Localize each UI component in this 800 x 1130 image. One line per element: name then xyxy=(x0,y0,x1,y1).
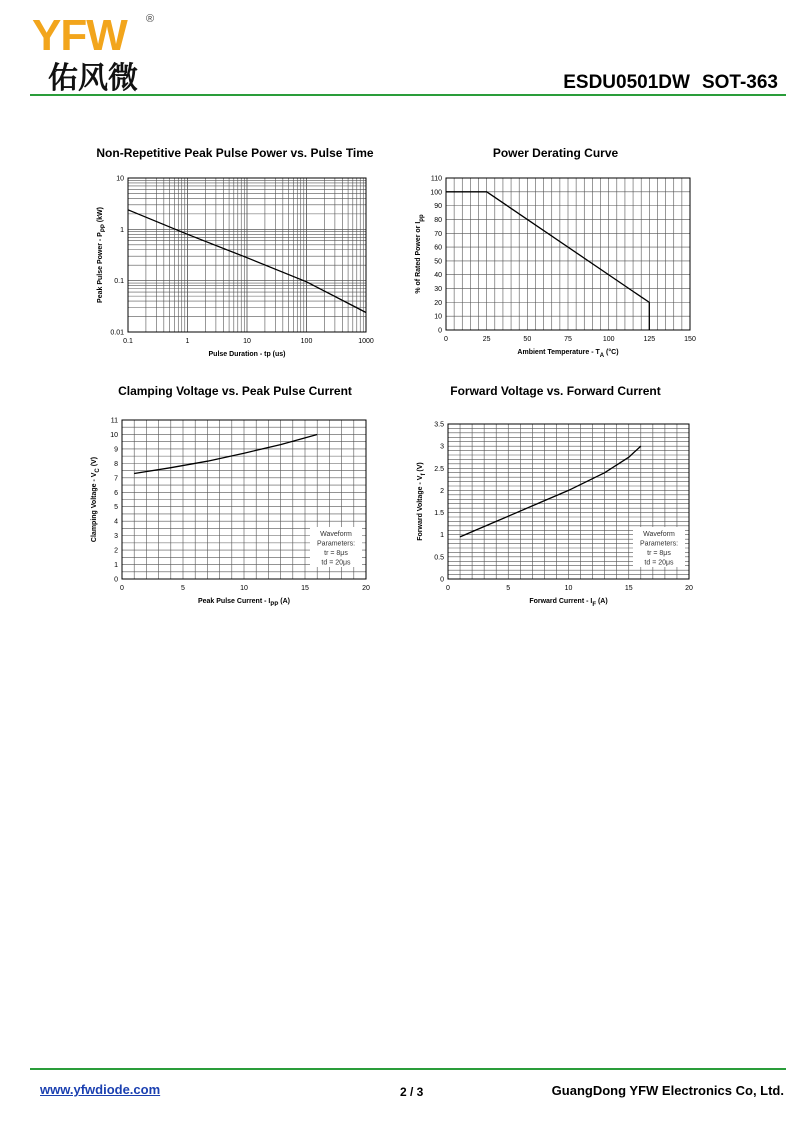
chart-svg xyxy=(408,146,703,376)
x-tick-label: 10 xyxy=(564,585,573,592)
chart-power-derating xyxy=(408,146,703,376)
y-tick-label: 0.1 xyxy=(114,278,124,286)
y-tick-label: 8 xyxy=(114,460,118,468)
y-tick-label: 100 xyxy=(430,189,442,197)
chart-title: Forward Voltage vs. Forward Current xyxy=(450,384,661,398)
chart-clamping-voltage xyxy=(80,384,390,614)
y-tick-label: 0 xyxy=(440,576,444,584)
y-tick-label: 3.5 xyxy=(434,421,444,429)
annotation-text: Parameters: xyxy=(316,540,356,548)
gridlines xyxy=(446,178,690,330)
y-tick-label: 10 xyxy=(110,431,118,439)
y-tick-label: 1.5 xyxy=(434,510,444,518)
y-tick-label: 0.5 xyxy=(434,554,444,562)
x-axis-label: Forward Current - $I_F$ (A) xyxy=(529,598,608,608)
x-tick-label: 100 xyxy=(300,338,313,345)
y-tick-label: 30 xyxy=(434,286,442,294)
y-tick-label: 110 xyxy=(430,175,442,183)
y-tick-label: 60 xyxy=(434,244,442,252)
x-tick-label: 20 xyxy=(685,585,693,592)
y-axis-label: % of Rated Power or $I_{pp}$ xyxy=(415,214,425,294)
page-number: 2 / 3 xyxy=(400,1085,424,1099)
part-number: ESDU0501DW xyxy=(563,72,690,93)
y-tick-label: 2 xyxy=(114,547,118,555)
y-tick-label: 4 xyxy=(114,518,118,526)
x-tick-label: 100 xyxy=(602,336,615,343)
x-tick-label: 0 xyxy=(446,585,450,592)
x-tick-label: 10 xyxy=(240,585,248,592)
header-part-info xyxy=(563,72,778,94)
chart-forward-voltage xyxy=(408,384,703,614)
x-tick-label: 0 xyxy=(444,336,448,343)
x-tick-label: 75 xyxy=(564,336,572,343)
logo-latin: YFW xyxy=(32,11,127,60)
x-tick-label: 125 xyxy=(643,336,656,343)
annotation-text: tr = 8μs xyxy=(647,550,671,557)
y-tick-label: 5 xyxy=(114,504,118,512)
registered-mark: ® xyxy=(146,13,155,25)
y-tick-label: 3 xyxy=(114,533,118,541)
yfw-logo xyxy=(30,10,160,94)
y-tick-label: 70 xyxy=(434,230,442,238)
y-tick-label: 9 xyxy=(114,446,118,454)
annotation-text: Waveform xyxy=(643,531,675,538)
annotation-text: td = 20μs xyxy=(321,559,351,567)
y-tick-label: 0.01 xyxy=(110,329,124,337)
chart-peak-pulse-power xyxy=(80,146,390,376)
x-tick-label: 150 xyxy=(684,336,696,343)
company-name: GuangDong YFW Electronics Co, Ltd. xyxy=(551,1083,784,1098)
footer-rule xyxy=(30,1068,786,1070)
x-tick-label: 0 xyxy=(120,585,124,592)
y-tick-label: 90 xyxy=(434,203,442,211)
series-line xyxy=(134,435,317,474)
chart-title: Non-Repetitive Peak Pulse Power vs. Pulse Time xyxy=(96,146,374,160)
package-name: SOT-363 xyxy=(701,72,778,93)
y-tick-label: 2.5 xyxy=(434,465,444,473)
y-tick-label: 11 xyxy=(110,417,118,425)
annotation-text: td = 20μs xyxy=(644,559,674,567)
x-tick-label: 20 xyxy=(362,585,370,592)
logo-chinese: 佑风微 xyxy=(48,61,138,94)
chart-svg xyxy=(408,384,703,614)
y-tick-label: 20 xyxy=(434,299,442,307)
gridlines xyxy=(128,178,366,332)
x-tick-label: 10 xyxy=(243,338,251,345)
chart-svg xyxy=(80,146,390,376)
x-tick-label: 5 xyxy=(506,585,511,592)
y-axis-label: Forward Voltage - $V_f$ (V) xyxy=(417,462,427,541)
x-tick-label: 15 xyxy=(301,585,309,592)
x-axis-label: Ambient Temperature - $T_A$ (°C) xyxy=(517,349,619,359)
y-tick-label: 0 xyxy=(114,576,118,584)
y-tick-label: 1 xyxy=(440,532,444,540)
x-tick-label: 25 xyxy=(482,336,491,343)
y-tick-label: 40 xyxy=(434,272,442,280)
annotation-text: Waveform xyxy=(320,531,352,538)
y-tick-label: 7 xyxy=(114,475,118,483)
y-tick-label: 10 xyxy=(434,313,442,321)
annotation-text: Parameters: xyxy=(639,540,679,548)
y-tick-label: 50 xyxy=(434,258,442,266)
website-link[interactable]: www.yfwdiode.com xyxy=(40,1082,161,1097)
y-tick-label: 80 xyxy=(434,216,442,224)
x-axis-label: Peak Pulse Current - $I_{PP}$ (A) xyxy=(197,598,291,608)
y-tick-label: 2 xyxy=(440,487,444,495)
y-axis-label: Clamping Voltage - $V_C$ (V) xyxy=(91,456,101,543)
y-tick-label: 1 xyxy=(120,226,124,234)
y-tick-label: 3 xyxy=(440,443,444,451)
x-tick-label: 1 xyxy=(185,338,190,345)
chart-title: Clamping Voltage vs. Peak Pulse Current xyxy=(118,384,352,398)
x-tick-label: 5 xyxy=(181,585,185,592)
x-axis-label: Pulse Duration - tp (us) xyxy=(208,351,286,358)
chart-svg xyxy=(80,384,390,614)
y-tick-label: 10 xyxy=(116,175,124,183)
annotation-text: tr = 8μs xyxy=(324,550,348,557)
x-tick-label: 15 xyxy=(624,585,633,592)
header-rule xyxy=(30,94,786,96)
x-tick-label: 1000 xyxy=(358,338,374,345)
y-tick-label: 0 xyxy=(438,327,442,335)
x-tick-label: 50 xyxy=(523,336,532,343)
x-tick-label: 0.1 xyxy=(123,338,133,345)
chart-title: Power Derating Curve xyxy=(492,146,619,160)
y-axis-label: Peak Pulse Power - $P_{PP}$ (kW) xyxy=(97,207,107,303)
y-tick-label: 1 xyxy=(114,562,118,570)
y-tick-label: 6 xyxy=(114,489,118,497)
